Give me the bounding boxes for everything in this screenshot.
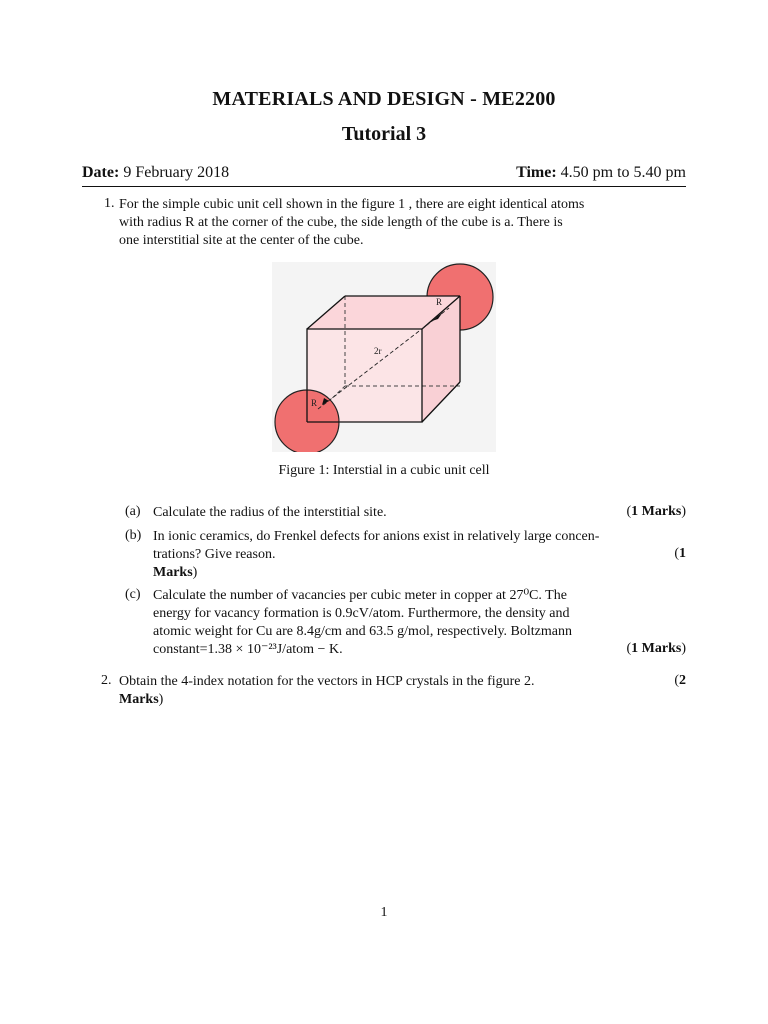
marks-close-paren: ) [681, 504, 686, 519]
part-b-line-2: trations? Give reason. [153, 547, 276, 562]
part-b-line-3 [153, 564, 689, 582]
question-1-intro [119, 196, 689, 250]
question-2-line-1: Obtain the 4-index notation for the vectors in HCP crystals in the figure 2. [119, 674, 535, 689]
time-label: Time: [516, 164, 557, 181]
date-label: Date: [82, 164, 120, 181]
document-subtitle: Tutorial 3 [341, 123, 427, 145]
time-value: 4.50 pm to 5.40 pm [560, 164, 686, 181]
part-b-text [153, 528, 689, 582]
marks-close-paren: ) [681, 641, 686, 656]
page-number: 1 [380, 905, 388, 920]
part-a-marks [626, 504, 686, 520]
marks-open-paren: ( [626, 504, 632, 519]
question-2-marks [674, 673, 686, 689]
question-1-line-1: For the simple cubic unit cell shown in the figure 1 , there are eight identical atoms [119, 197, 585, 212]
part-c-line-3: atomic weight for Cu are 8.4g/cm and 63.5 g/mol, respectively. Boltzmann [153, 624, 572, 639]
marks-value: 1 Marks [631, 504, 682, 519]
part-b-marks-word: Marks [153, 565, 193, 580]
marks-value: 1 Marks [631, 641, 682, 656]
question-1-line-3: one interstitial site at the center of the cube. [119, 233, 364, 248]
date-value: 9 February 2018 [123, 164, 230, 181]
question-2-marks-word: Marks [119, 692, 159, 707]
question-1-line-2: with radius R at the corner of the cube, the side length of the cube is a. There is [119, 215, 563, 230]
part-c-label: (c) [125, 587, 141, 602]
part-a-text: Calculate the radius of the interstitial site. [153, 505, 387, 520]
document-title: MATERIALS AND DESIGN - ME2200 [212, 88, 556, 110]
marks-value: 1 [679, 546, 686, 561]
question-1-number: 1. [104, 196, 115, 211]
top-r-label: R [436, 297, 443, 307]
part-c-line-4: constant=1.38 × 10⁻²³J/atom − K. [153, 642, 343, 657]
time-block [516, 164, 686, 182]
marks-value: 2 [679, 673, 686, 688]
part-b-label: (b) [125, 528, 142, 543]
part-a-label: (a) [125, 504, 141, 519]
date-time-row [82, 164, 686, 182]
question-2-number: 2. [101, 673, 112, 688]
question-2-text [119, 673, 689, 709]
part-c-line-2: energy for vacancy formation is 0.9cV/atom. Furthermore, the density and [153, 606, 570, 621]
part-b-line-1: In ionic ceramics, do Frenkel defects for anions exist in relatively large concen- [153, 529, 600, 544]
part-c-marks [626, 641, 686, 657]
two-r-label: 2r [374, 346, 382, 356]
marks-open-paren: ( [674, 673, 679, 688]
part-b-marks-close: ) [192, 565, 198, 580]
bottom-r-label: R [311, 398, 318, 408]
question-2-marks-close: ) [158, 692, 164, 707]
part-c-line-1: Calculate the number of vacancies per cubic meter in copper at 27⁰C. The [153, 588, 567, 603]
header-divider [82, 186, 686, 187]
part-b-marks [674, 546, 686, 562]
date-block [82, 164, 229, 182]
figure-1-caption: Figure 1: Interstial in a cubic unit cell [278, 463, 490, 478]
part-c-text [153, 587, 689, 659]
question-2-line-2 [119, 691, 689, 709]
marks-open-paren: ( [674, 546, 679, 561]
cubic-unit-cell-figure [272, 262, 496, 452]
marks-open-paren: ( [626, 641, 632, 656]
